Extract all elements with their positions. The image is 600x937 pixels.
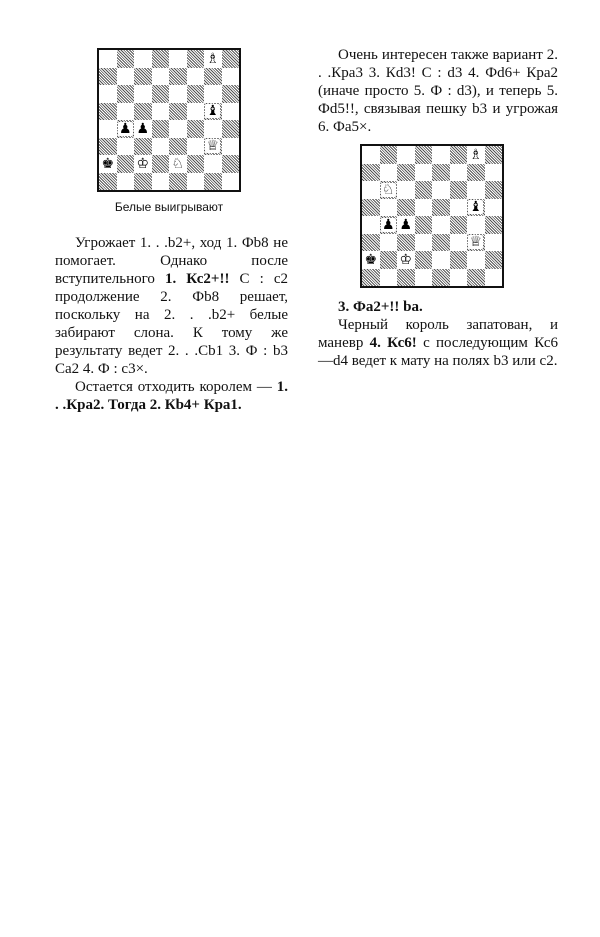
chess-diagram-2 — [360, 144, 504, 288]
board-square — [99, 50, 117, 68]
board-square — [362, 216, 380, 234]
board-square — [204, 120, 222, 138]
board-square — [187, 120, 205, 138]
board-square — [204, 155, 222, 173]
chess-piece-icon: ♘ — [381, 181, 395, 198]
board-square — [432, 234, 450, 252]
paragraph — [55, 378, 288, 414]
board-square — [397, 216, 415, 234]
paragraph: Очень интересен также вариант 2. . .Кра3 3. Кd3! С : d3 4. Фd6+ Кра2 (иначе просто 5. Ф : d3), и теперь 5. Фd5!!, связывая пешку b3 и угрожая 6. Фа5×. — [318, 47, 558, 135]
board-square — [152, 173, 170, 191]
board-square — [380, 146, 398, 164]
board-square — [362, 251, 380, 269]
chess-piece-icon: ♟ — [399, 216, 413, 233]
board-square — [450, 181, 468, 199]
board-square — [415, 251, 433, 269]
chess-piece-icon: ♝ — [469, 199, 483, 216]
board-square — [362, 181, 380, 199]
board-square — [204, 50, 222, 68]
board-square — [467, 234, 485, 252]
move-bold: 4. Кс6! — [369, 335, 417, 351]
board-square — [432, 146, 450, 164]
move-bold: 1. Кс2+!! — [164, 271, 230, 287]
board-square — [362, 269, 380, 287]
board-square — [152, 68, 170, 86]
board-square — [415, 269, 433, 287]
board-square — [169, 155, 187, 173]
board-square — [169, 173, 187, 191]
chess-piece-icon: ♗ — [206, 50, 220, 67]
board-square — [117, 68, 135, 86]
board-square — [432, 251, 450, 269]
move-bold: 3. Фа2+!! bа. — [338, 299, 423, 315]
board-square — [362, 199, 380, 217]
board-square — [99, 173, 117, 191]
board-square — [187, 138, 205, 156]
board-square — [169, 103, 187, 121]
paragraph — [318, 298, 558, 316]
board-square — [362, 164, 380, 182]
move-bold: 1. . .Кра2. Тогда 2. Кb4+ Кра1. — [55, 379, 288, 413]
board-square — [450, 234, 468, 252]
board-square — [397, 199, 415, 217]
board-square — [117, 138, 135, 156]
board-square — [222, 120, 240, 138]
board-square — [432, 164, 450, 182]
board-square — [204, 173, 222, 191]
board-square — [99, 103, 117, 121]
board-square — [415, 216, 433, 234]
chess-piece-icon: ♝ — [206, 103, 220, 120]
board-square — [432, 181, 450, 199]
board-square — [467, 269, 485, 287]
board-square — [380, 251, 398, 269]
board-square — [117, 50, 135, 68]
board-square — [187, 173, 205, 191]
board-square — [397, 181, 415, 199]
board-square — [362, 146, 380, 164]
chess-piece-icon: ♕ — [206, 138, 220, 155]
board-square — [222, 103, 240, 121]
diagram-caption: Белые выигрывают — [114, 200, 224, 214]
board-square — [450, 251, 468, 269]
chess-piece-icon: ♗ — [469, 146, 483, 163]
board-square — [380, 234, 398, 252]
board-square — [99, 120, 117, 138]
board-square — [450, 269, 468, 287]
board-square — [467, 199, 485, 217]
board-square — [99, 85, 117, 103]
board-square — [467, 181, 485, 199]
chess-piece-icon: ♟ — [381, 216, 395, 233]
text-run: Угрожает 1. . .b2+, ход 1. Фb8 не помогает. Однако после вступительного — [55, 235, 288, 287]
board-square — [152, 85, 170, 103]
board-square — [152, 50, 170, 68]
board-square — [485, 146, 503, 164]
right-column — [318, 46, 558, 370]
board-square — [187, 103, 205, 121]
board-square — [134, 138, 152, 156]
text-run: Остается отходить королем — — [75, 379, 277, 395]
board-square — [397, 251, 415, 269]
board-square — [450, 164, 468, 182]
board-square — [134, 68, 152, 86]
board-square — [134, 85, 152, 103]
board-square — [397, 164, 415, 182]
board-square — [134, 173, 152, 191]
text-run: Черный король запатован, и маневр — [318, 317, 558, 351]
board-square — [99, 68, 117, 86]
board-square — [222, 155, 240, 173]
board-square — [432, 269, 450, 287]
chess-piece-icon: ♚ — [101, 155, 115, 172]
left-column — [55, 46, 288, 414]
board-square — [485, 269, 503, 287]
board-square — [467, 146, 485, 164]
board-square — [222, 173, 240, 191]
board-square — [152, 103, 170, 121]
board-square — [397, 269, 415, 287]
chess-diagram-1 — [97, 48, 241, 192]
board-square — [117, 155, 135, 173]
board-square — [397, 234, 415, 252]
board-square — [467, 251, 485, 269]
board-square — [169, 85, 187, 103]
board-square — [450, 199, 468, 217]
board-square — [169, 120, 187, 138]
board-square — [380, 269, 398, 287]
board-square — [380, 199, 398, 217]
board-square — [415, 181, 433, 199]
board-square — [450, 216, 468, 234]
board-square — [485, 164, 503, 182]
board-square — [134, 103, 152, 121]
board-square — [204, 103, 222, 121]
board-square — [485, 181, 503, 199]
board-square — [432, 216, 450, 234]
board-square — [187, 50, 205, 68]
board-square — [152, 138, 170, 156]
board-square — [380, 216, 398, 234]
board-square — [152, 120, 170, 138]
board-square — [485, 199, 503, 217]
board-square — [117, 173, 135, 191]
board-square — [169, 138, 187, 156]
board-square — [222, 138, 240, 156]
board-square — [117, 85, 135, 103]
board-square — [99, 155, 117, 173]
board-square — [467, 216, 485, 234]
text-run: С : с2 продолжение 2. Фb8 решает, поскольку на 2. . .b2+ белые забирают слона. К тому же результату ведет 2. . .Сb1 3. Ф : b3 Са2 4. Ф : с3×. — [55, 271, 288, 377]
board-square — [117, 103, 135, 121]
chess-piece-icon: ♚ — [364, 251, 378, 268]
board-square — [467, 164, 485, 182]
board-square — [485, 251, 503, 269]
chess-piece-icon: ♟ — [118, 120, 132, 137]
chess-piece-icon: ♔ — [136, 155, 150, 172]
board-square — [222, 50, 240, 68]
board-square — [187, 85, 205, 103]
paragraph — [318, 316, 558, 370]
board-square — [204, 138, 222, 156]
chess-piece-icon: ♔ — [399, 251, 413, 268]
board-square — [222, 68, 240, 86]
board-square — [415, 234, 433, 252]
board-square — [134, 155, 152, 173]
board-square — [152, 155, 170, 173]
board-square — [204, 68, 222, 86]
board-square — [432, 199, 450, 217]
chess-piece-icon: ♘ — [171, 155, 185, 172]
board-square — [415, 164, 433, 182]
board-square — [485, 216, 503, 234]
board-square — [187, 68, 205, 86]
board-square — [134, 120, 152, 138]
board-square — [485, 234, 503, 252]
board-square — [362, 234, 380, 252]
board-square — [204, 85, 222, 103]
board-square — [222, 85, 240, 103]
board-square — [134, 50, 152, 68]
board-square — [380, 164, 398, 182]
board-square — [415, 146, 433, 164]
board-square — [415, 199, 433, 217]
board-square — [169, 68, 187, 86]
board-square — [187, 155, 205, 173]
board-square — [380, 181, 398, 199]
chess-piece-icon: ♟ — [136, 120, 150, 137]
board-square — [450, 146, 468, 164]
board-square — [397, 146, 415, 164]
board-square — [169, 50, 187, 68]
board-square — [117, 120, 135, 138]
chess-piece-icon: ♕ — [469, 234, 483, 251]
board-square — [99, 138, 117, 156]
text-run: с последующим Кс6—d4 ведет к мату на полях b3 или с2. — [318, 335, 558, 369]
paragraph — [55, 234, 288, 378]
